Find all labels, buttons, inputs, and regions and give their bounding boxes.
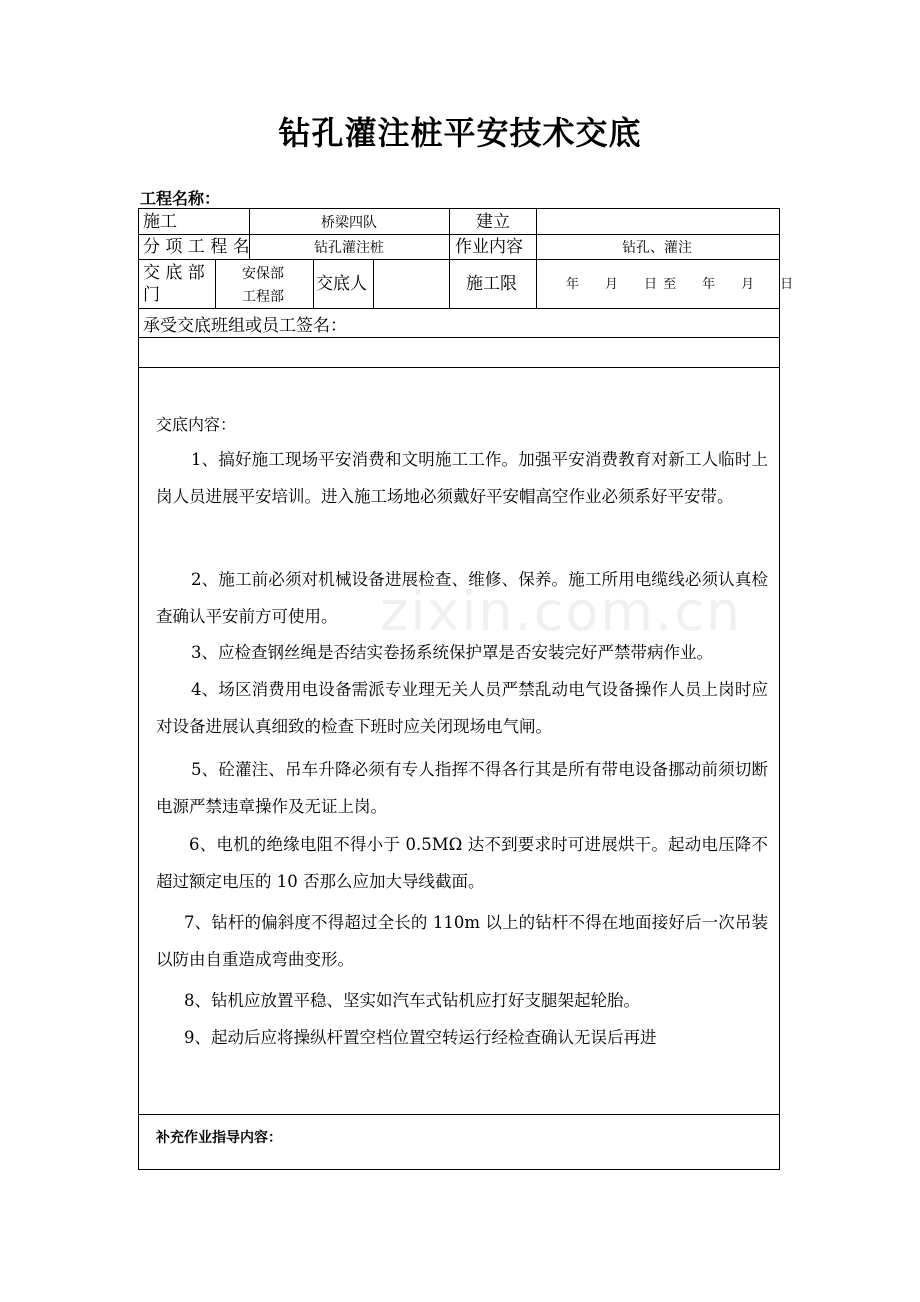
dept-label-line1: 交 底 部 [143,263,205,283]
page-title: 钻孔灌注桩平安技术交底 [278,114,642,152]
content-item-4: 4、场区消费用电设备需派专业理无关人员严禁乱动电气设备操作人员上岗时应对设备进展认真细致的检查下班时应关闭现场电气闸。 [156,680,768,736]
signature-label: 承受交底班组或员工签名： [143,316,347,336]
watermark: zixin.com.cn [380,580,743,643]
project-name-label: 工程名称： [140,189,221,208]
construction-unit-label: 施工 [143,212,177,232]
disclosure-content-heading: 交底内容： [156,415,237,434]
content-item-1: 1、搞好施工现场平安消费和文明施工工作。加强平安消费教育对新工人临时上岗人员进展平安培训。进入施工场地必须戴好平安帽高空作业必须系好平安带。 [156,450,768,506]
discloser-label: 交底人 [316,274,367,294]
dept-label-line2: 门 [143,285,160,305]
construction-unit-value: 桥梁四队 [321,215,377,231]
sub-project-value: 钻孔灌注桩 [314,240,384,256]
work-content-label: 作业内容 [455,237,523,257]
content-item-5: 5、砼灌注、吊车升降必须有专人指挥不得各行其是所有带电设备挪动前须切断电源严禁违章操作及无证上岗。 [156,760,768,816]
dept-value-line2: 工程部 [242,289,284,305]
content-item-6: 6、电机的绝缘电阻不得小于 0.5MΩ 达不到要求时可进展烘干。起动电压降不超过额定电压的 10 否那么应加大导线截面。 [156,835,768,891]
work-content-value: 钻孔、灌注 [622,240,692,256]
supplement-guidance-label: 补充作业指导内容： [156,1130,282,1146]
content-item-7: 7、钻杆的偏斜度不得超过全长的 110m 以上的钻杆不得在地面接好后一次吊装以防由自重造成弯曲变形。 [156,913,768,969]
setup-label: 建立 [476,212,510,232]
construction-period-dates: 年 月 日 至 年 月 日 [566,277,794,292]
content-item-8: 8、钻机应放置平稳、坚实如汽车式钻机应打好支腿架起轮胎。 [184,991,640,1010]
dept-value-line1: 安保部 [242,266,284,282]
construction-period-label: 施工限 [466,274,517,294]
sub-project-label: 分 项 工 程 名 [143,237,250,257]
content-item-9: 9、起动后应将操纵杆置空档位置空转运行经检查确认无误后再进 [184,1028,657,1047]
content-item-2: 2、施工前必须对机械设备进展检查、维修、保养。施工所用电缆线必须认真检查确认平安前方可使用。 [156,570,768,626]
content-item-3: 3、应检查钢丝绳是否结实卷扬系统保护罩是否安装完好严禁带病作业。 [191,643,713,662]
